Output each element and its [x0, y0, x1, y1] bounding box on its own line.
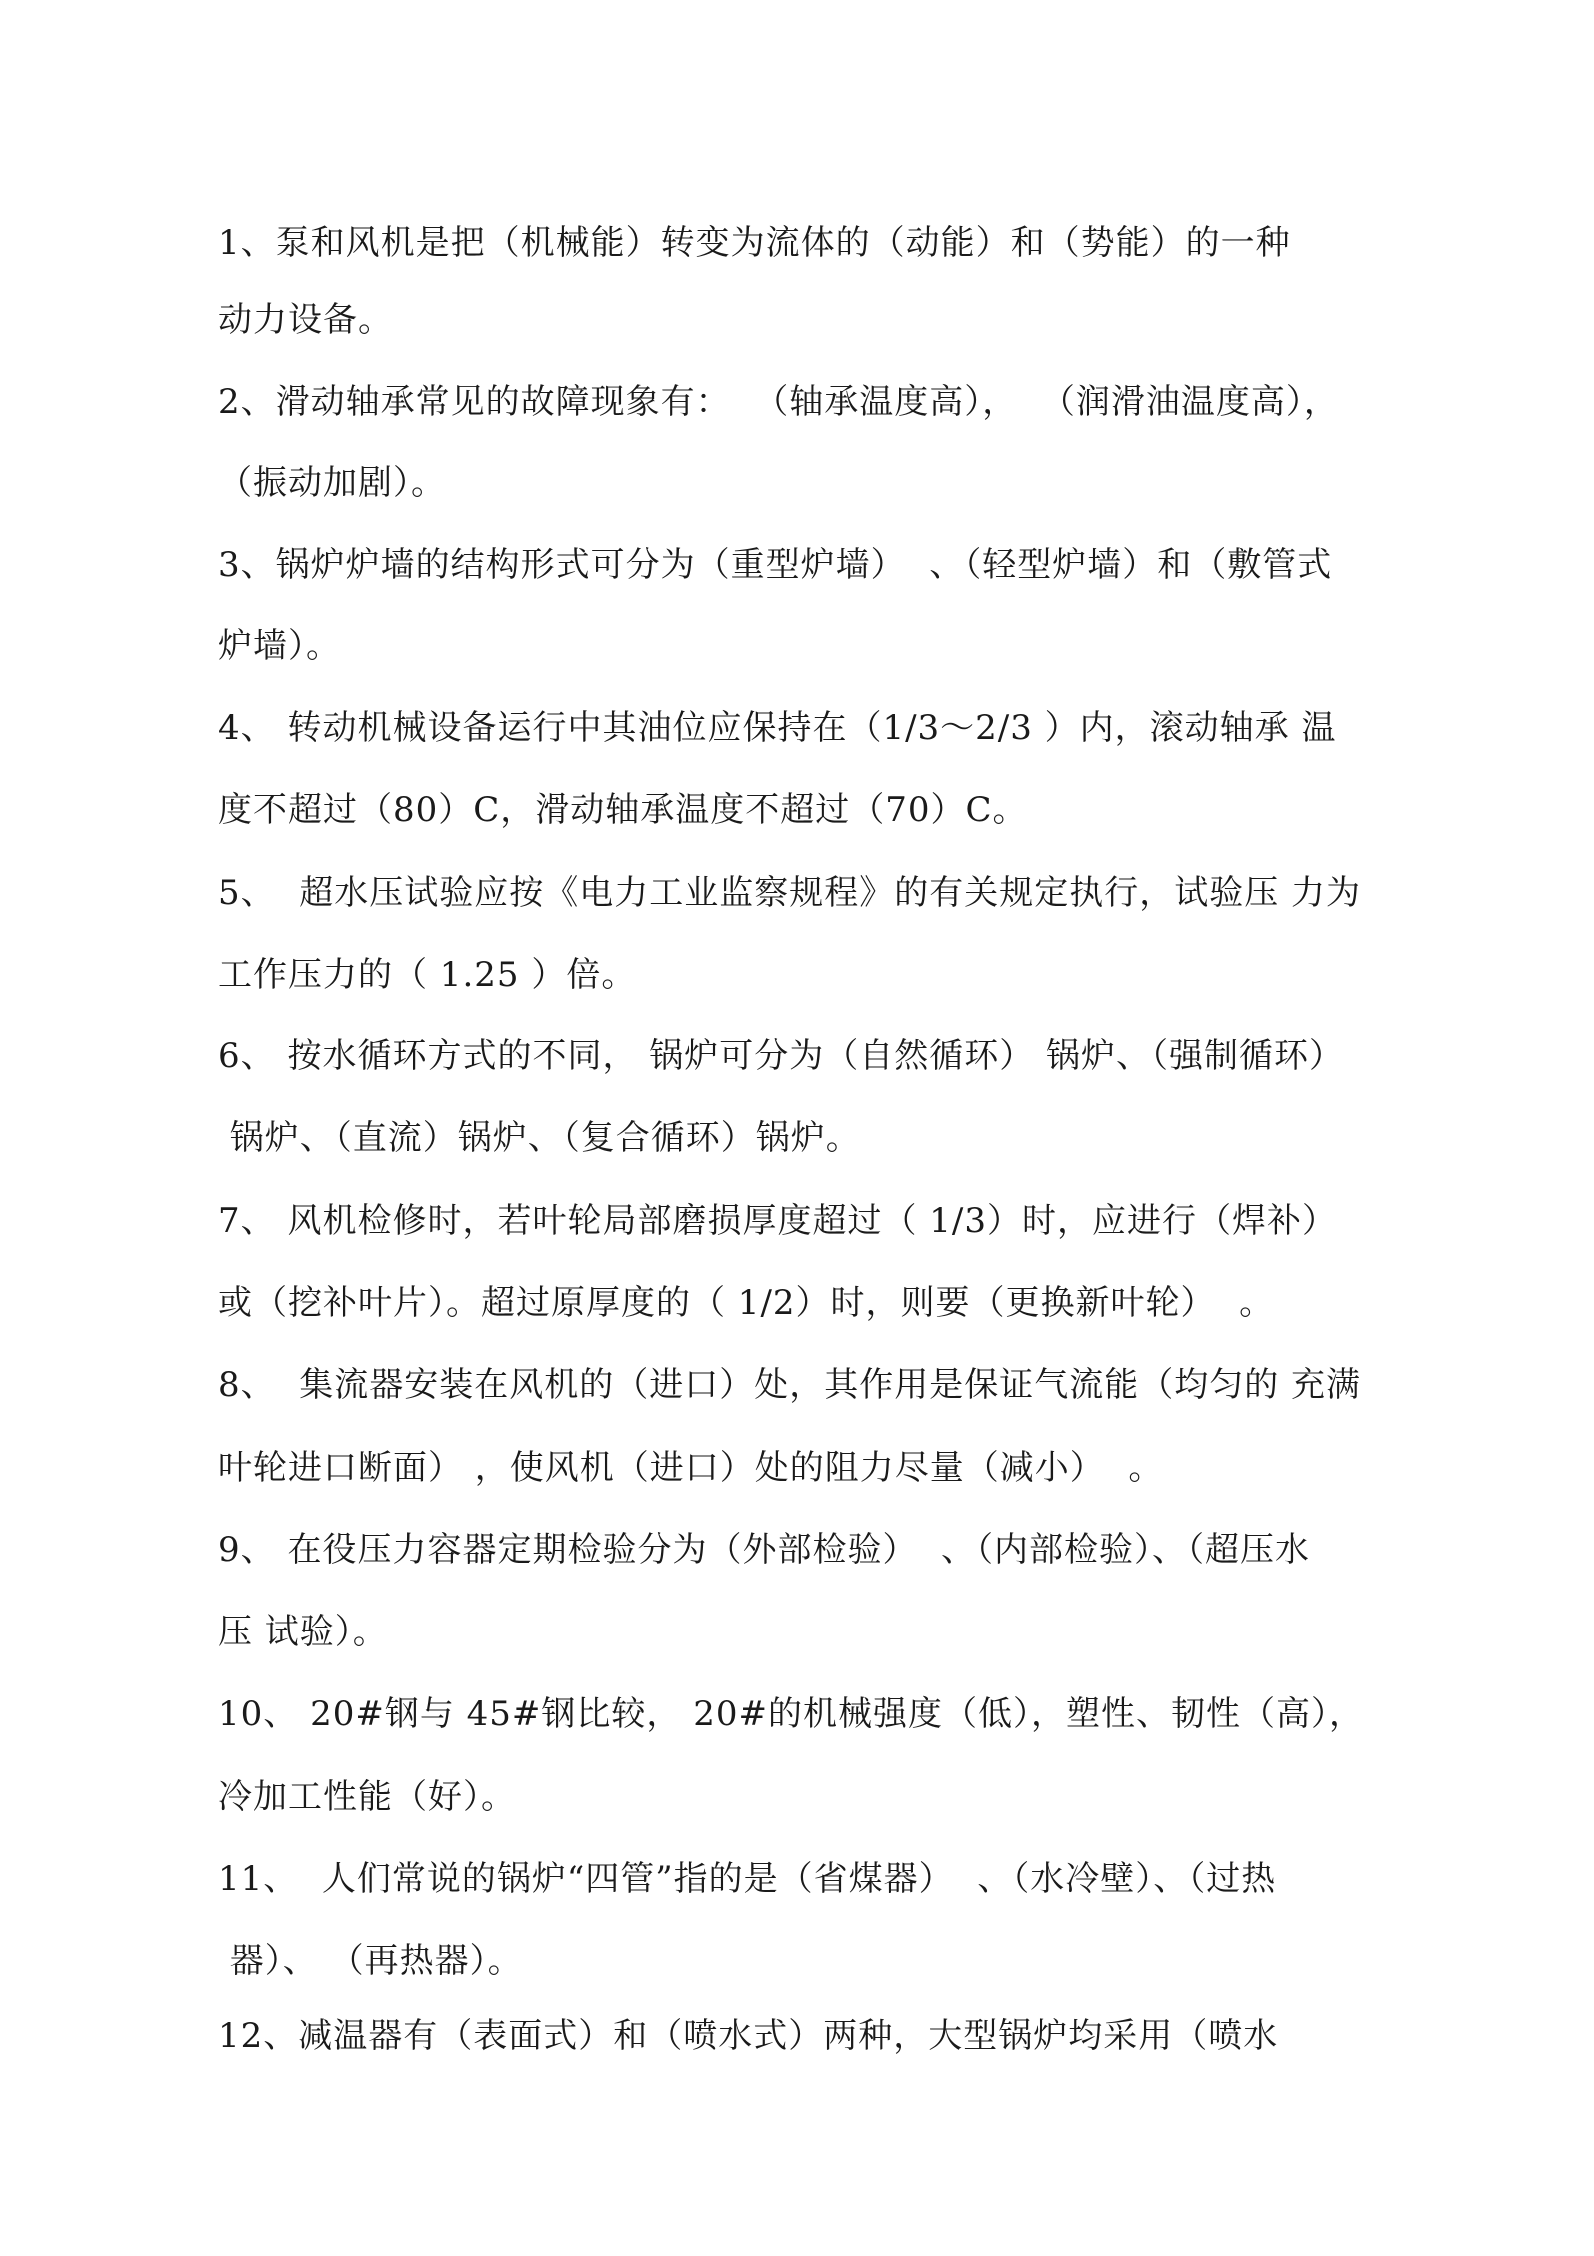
text-line-q12: 12、减温器有（表面式）和（喷水式）两种，大型锅炉均采用（喷水 [218, 2016, 1279, 2056]
text-line-q11: 11、 人们常说的锅炉“四管”指的是（省煤器） 、（水冷壁）、（过热 [218, 1859, 1277, 1899]
text-line-q5: 5、 超水压试验应按《电力工业监察规程》的有关规定执行，试验压 力为 [218, 873, 1362, 913]
text-line-q4-cont: 度不超过（80）C，滑动轴承温度不超过（70）C。 [218, 790, 1028, 830]
text-line-q7-cont: 或（挖补叶片）。超过原厚度的（ 1/2）时，则要（更换新叶轮） 。 [218, 1283, 1275, 1323]
text-line-q2-cont: （振动加剧）。 [218, 463, 446, 503]
text-line-q1: 1、泵和风机是把（机械能）转变为流体的（动能）和（势能）的一种 [218, 223, 1291, 263]
text-line-q2: 2、滑动轴承常见的故障现象有： （轴承温度高）， （润滑油温度高）， [218, 382, 1339, 422]
text-line-q9-cont: 压 试验）。 [218, 1612, 388, 1652]
text-line-q1-cont: 动力设备。 [218, 300, 393, 340]
text-line-q6: 6、 按水循环方式的不同， 锅炉可分为（自然循环） 锅炉、（强制循环） [218, 1036, 1345, 1076]
text-line-q10-cont: 冷加工性能（好）。 [218, 1777, 516, 1817]
text-line-q5-cont: 工作压力的（ 1.25 ）倍。 [218, 955, 637, 995]
text-line-q3: 3、锅炉炉墙的结构形式可分为（重型炉墙） 、（轻型炉墙）和（敷管式 [218, 545, 1333, 585]
text-line-q10: 10、 20#钢与 45#钢比较， 20#的机械强度（低），塑性、韧性（高）， [218, 1694, 1364, 1734]
text-line-q8: 8、 集流器安装在风机的（进口）处，其作用是保证气流能（均匀的 充满 [218, 1365, 1362, 1405]
text-line-q3-cont: 炉墙）。 [218, 626, 341, 666]
text-line-q8-cont: 叶轮进口断面） ，使风机（进口）处的阻力尽量（减小） 。 [218, 1448, 1164, 1488]
text-line-q7: 7、 风机检修时，若叶轮局部磨损厚度超过（ 1/3）时，应进行（焊补） [218, 1201, 1337, 1241]
text-line-q11-cont: 器）、 （再热器）。 [218, 1941, 523, 1981]
text-line-q6-cont: 锅炉、（直流）锅炉、（复合循环）锅炉。 [218, 1118, 861, 1158]
text-line-q4: 4、 转动机械设备运行中其油位应保持在（1/3～2/3 ）内，滚动轴承 温 [218, 708, 1337, 748]
text-line-q9: 9、 在役压力容器定期检验分为（外部检验） 、（内部检验）、（超压水 [218, 1530, 1311, 1570]
